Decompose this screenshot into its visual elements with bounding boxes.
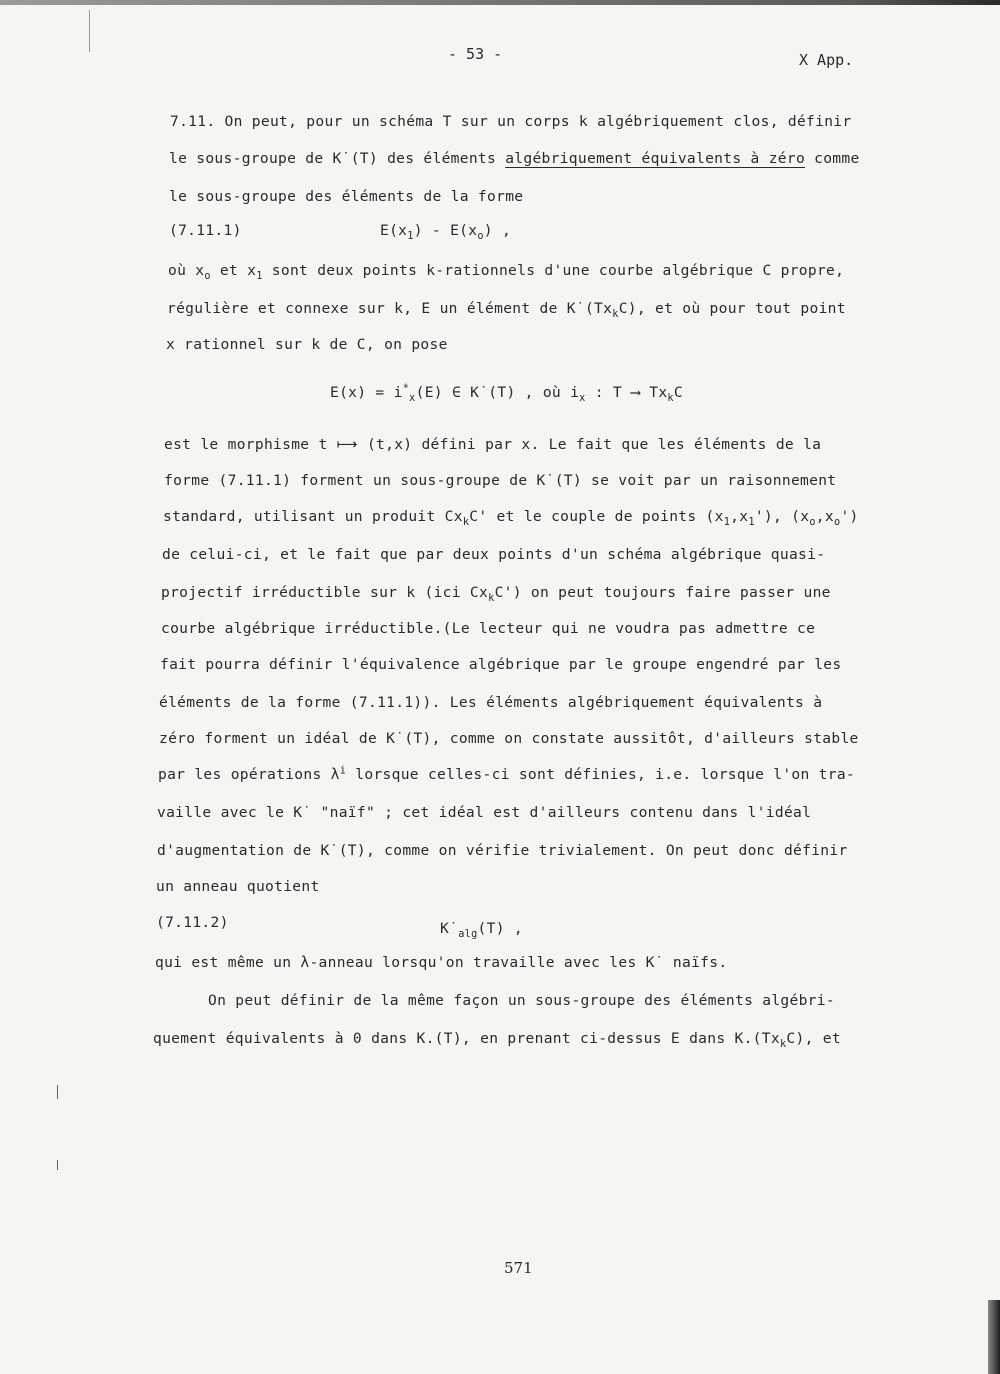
footer-page-number: 571: [504, 1259, 533, 1277]
text-line: qui est même un λ-anneau lorsqu'on travaille avec les K˙ naïfs.: [155, 954, 728, 971]
text-line: quement équivalents à 0 dans K.(T), en prenant ci-dessus E dans $K.(Tx_kC)$, et: [153, 1030, 841, 1051]
text-line: x rationnel sur k de C, on pose: [166, 336, 448, 353]
equation-label: (7.11.1): [169, 222, 242, 239]
scan-margin-tick: [57, 1085, 58, 1099]
text-line: fait pourra définir l'équivalence algébrique par le groupe engendré par les: [160, 656, 842, 673]
scan-margin-mark: [89, 10, 90, 52]
text-line: un anneau quotient: [156, 878, 320, 895]
scan-margin-tick: [57, 1160, 58, 1170]
text-line: le sous-groupe de K˙(T) des éléments algébriquement équivalents à zéro comme: [169, 150, 860, 167]
text-line: forme (7.11.1) forment un sous-groupe de K˙(T) se voit par un raisonnement: [164, 472, 837, 489]
text-line: de celui-ci, et le fait que par deux points d'un schéma algébrique quasi-: [162, 546, 826, 563]
equation-label: (7.11.2): [156, 914, 229, 931]
text-line: le sous-groupe des éléments de la forme: [169, 188, 524, 205]
text-line: vaille avec le K˙ "naïf" ; cet idéal est d'ailleurs contenu dans l'idéal: [157, 804, 812, 821]
text-line: 7.11. On peut, pour un schéma T sur un corps k algébriquement clos, définir: [170, 113, 852, 130]
text-line: projectif irréductible sur k (ici $Cx_kC'$) on peut toujours faire passer une: [161, 584, 831, 605]
equation: $K˙_{alg}(T)$ ,: [440, 920, 523, 941]
text-line: d'augmentation de K˙(T), comme on vérifie trivialement. On peut donc définir: [157, 842, 848, 859]
equation: $E(x) = i^*_x(E)$ ∈ K˙(T) , où $i_x$ : T ⟶ $Tx_kC$: [330, 383, 683, 405]
text-line: où $x_o$ et $x_1$ sont deux points k-rationnels d'une courbe algébrique C propre,: [168, 262, 845, 283]
text-line: zéro forment un idéal de K˙(T), comme on constate aussitôt, d'ailleurs stable: [159, 730, 859, 747]
running-head: X App.: [799, 51, 854, 69]
page-number: - 53 -: [448, 45, 503, 63]
scan-top-border: [0, 0, 1000, 5]
text-line: régulière et connexe sur k, E un élément de $K˙(Tx_kC)$, et où pour tout point: [167, 300, 846, 321]
text-line: standard, utilisant un produit $Cx_kC'$ et le couple de points $(x_1,x_1')$, $(x_o,x_o')$: [163, 508, 859, 529]
text-line: est le morphisme t ⟼ (t,x) défini par x. Le fait que les éléments de la: [164, 436, 822, 453]
equation: $E(x_1) - E(x_o)$ ,: [380, 222, 512, 243]
scan-right-edge-shadow: [988, 1300, 1000, 1374]
text-line: On peut définir de la même façon un sous-groupe des éléments algébri-: [208, 992, 835, 1009]
text-line: par les opérations $\lambda^i$ lorsque celles-ci sont définies, i.e. lorsque l'on tra-: [158, 765, 856, 783]
text-line: éléments de la forme (7.11.1)). Les éléments algébriquement équivalents à: [159, 694, 823, 711]
text-line: courbe algébrique irréductible.(Le lecteur qui ne voudra pas admettre ce: [161, 620, 816, 637]
emphasized-term: algébriquement équivalents à zéro: [505, 150, 806, 167]
